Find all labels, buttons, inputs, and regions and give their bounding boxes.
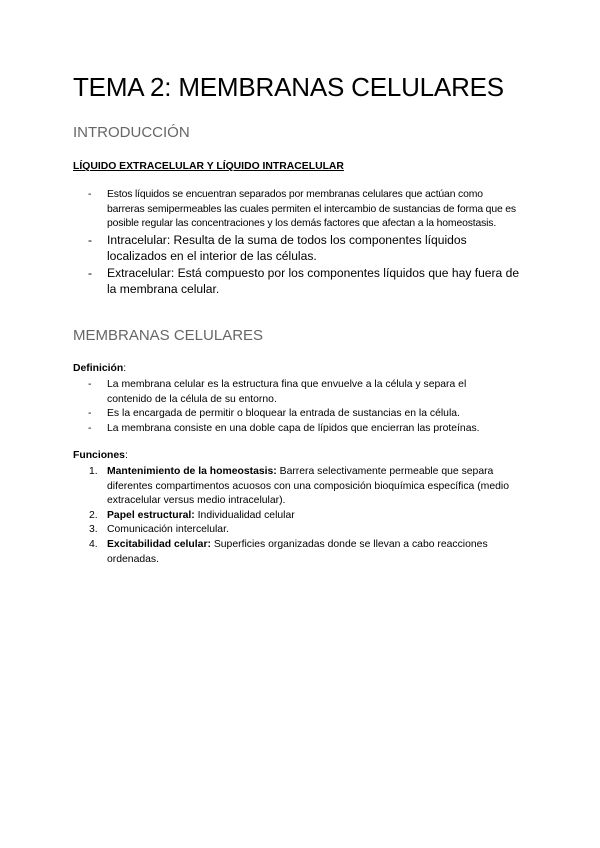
item-text: Superficies organizadas donde se llevan a cabo reacciones ordenadas. xyxy=(107,538,488,565)
item-text: Comunicación intercelular. xyxy=(107,524,229,536)
section-heading-membranas: MEMBRANAS CELULARES xyxy=(73,327,264,344)
definicion-list xyxy=(73,378,513,436)
list-item xyxy=(73,538,518,567)
item-text: Barrera selectivamente permeable que separa diferentes compartimentos acuosos con una composición bioquímica específica (medio extracelular versus medio intracelular). xyxy=(107,466,509,507)
item-number: 4. xyxy=(89,538,98,550)
item-number: 2. xyxy=(89,509,98,521)
definicion-label xyxy=(73,363,126,374)
list-item: - Intracelular: Resulta de la suma de todos los componentes líquidos localizados en el interior de las células. xyxy=(73,232,523,265)
funciones-list xyxy=(73,465,518,567)
item-bold: Papel estructural: xyxy=(107,509,195,521)
list-item: - La membrana celular es la estructura fina que envuelve a la célula y separa el contenido de la célula de su entorno. xyxy=(73,378,513,407)
funciones-colon: : xyxy=(124,450,128,461)
item-number: 1. xyxy=(89,466,98,477)
section-heading-introduccion: INTRODUCCIÓN xyxy=(73,124,190,141)
item-bold: Mantenimiento de la homeostasis: xyxy=(107,466,277,477)
subheading-liquidos: LÍQUIDO EXTRACELULAR Y LÍQUIDO INTRACELULAR xyxy=(73,161,344,172)
list-item xyxy=(73,465,518,509)
funciones-label xyxy=(73,450,128,461)
list-item: - Estos líquidos se encuentran separados por membranas celulares que actúan como barreras semipermeables las cuales permiten el intercambio de sustancias de forma que es posible regular las concentraciones y los demás factores que afectan a la homeostasis. xyxy=(73,188,523,232)
document-title: TEMA 2: MEMBRANAS CELULARES xyxy=(73,72,504,102)
list-item: - La membrana consiste en una doble capa de lípidos que encierran las proteínas. xyxy=(73,422,513,437)
intro-list xyxy=(73,188,523,297)
item-text: Individualidad celular xyxy=(194,509,295,521)
definicion-label-text: Definición xyxy=(73,363,124,374)
item-number: 3. xyxy=(89,524,98,536)
list-item: - Es la encargada de permitir o bloquear la entrada de sustancias en la célula. xyxy=(73,407,513,422)
list-item: - Extracelular: Está compuesto por los componentes líquidos que hay fuera de la membrana celular. xyxy=(73,265,523,298)
list-item xyxy=(73,509,518,524)
funciones-label-text: Funciones xyxy=(73,450,125,461)
definicion-colon: : xyxy=(123,363,127,374)
list-item xyxy=(73,523,518,538)
item-bold: Excitabilidad celular: xyxy=(107,538,211,550)
